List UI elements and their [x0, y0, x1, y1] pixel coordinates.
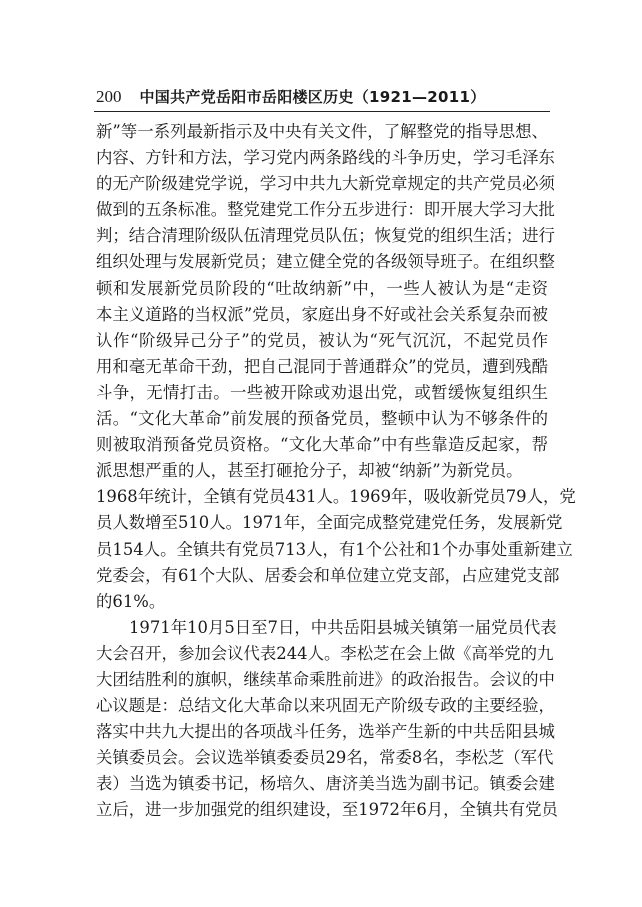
text-line: 关镇委员会。会议选举镇委委员29名，常委8名，李松芝（军代: [96, 748, 554, 768]
running-header: [96, 86, 546, 108]
text-line: 内容、方针和方法，学习党内两条路线的斗争历史，学习毛泽东: [96, 148, 555, 168]
paragraph-2: [96, 615, 558, 824]
page-number: 200: [96, 87, 122, 106]
text-line: 用和毫无革命干劲，把自己混同于普通群众”的党员，遭到残酷: [96, 356, 548, 376]
text-line: 活。“文化大革命”前发展的预备党员，整顿中认为不够条件的: [96, 409, 548, 429]
text-line: 员人数增至510人。1971年，全面完成整党建党任务，发展新党: [96, 513, 563, 533]
text-line: 表）当选为镇委书记，杨培久、唐济美当选为副书记。镇委会建: [96, 774, 555, 794]
text-line: 判；结合清理阶级队伍清理党员队伍；恢复党的组织生活；进行: [96, 226, 555, 246]
text-line: 党委会，有61个大队、居委会和单位建立党支部，占应建党支部: [96, 565, 560, 585]
text-line: 大团结胜利的旗帜，继续革命乘胜前进》的政治报告。会议的中: [96, 669, 555, 689]
running-title: 中国共产党岳阳市岳阳楼区历史（1921—2011）: [139, 88, 486, 106]
paragraph-1: [96, 119, 576, 615]
text-line: 认作“阶级异己分子”的党员，被认为“死气沉沉，不起党员作: [96, 330, 548, 350]
text-line: 顿和发展新党员阶段的“吐故纳新”中，一些人被认为是“走资: [96, 278, 548, 298]
text-line: 组织处理与发展新党员；建立健全党的各级领导班子。在组织整: [96, 252, 555, 272]
text-line: 立后，进一步加强党的组织建设，至1972年6月，全镇共有党员: [96, 800, 558, 820]
text-line: 的61%。: [96, 591, 166, 611]
text-line: 落实中共九大提出的各项战斗任务，选举产生新的中共岳阳县城: [96, 722, 555, 742]
text-line: 则被取消预备党员资格。“文化大革命”中有些靠造反起家，帮: [96, 435, 548, 455]
text-line: 心议题是：总结文化大革命以来巩固无产阶级专政的主要经验，: [96, 696, 555, 716]
header-rule: [94, 111, 550, 112]
text-line: 本主义道路的当权派”党员，家庭出身不好或社会关系复杂而被: [96, 304, 548, 324]
text-line: 员154人。全镇共有党员713人，有1个公社和1个办事处重新建立: [96, 539, 573, 559]
text-line: 1971年10月5日至7日，中共岳阳县城关镇第一届党员代表: [129, 617, 557, 637]
text-line: 新”等一系列最新指示及中央有关文件，了解整党的指导思想、: [96, 122, 548, 141]
text-line: 斗争，无情打击。一些被开除或劝退出党，或暂缓恢复组织生: [96, 382, 548, 402]
text-line: 派思想严重的人，甚至打砸抢分子，却被“纳新”为新党员。: [96, 461, 523, 481]
text-line: 做到的五条标准。整党建党工作分五步进行：即开展大学习大批: [96, 200, 555, 220]
text-line: 大会召开，参加会议代表244人。李松芝在会上做《高举党的九: [96, 643, 554, 663]
body-text: [96, 119, 576, 824]
text-line: 1968年统计，全镇有党员431人。1969年，吸收新党员79人，党: [96, 487, 576, 507]
text-line: 的无产阶级建党学说，学习中共九大新党章规定的共产党员必须: [96, 174, 555, 194]
